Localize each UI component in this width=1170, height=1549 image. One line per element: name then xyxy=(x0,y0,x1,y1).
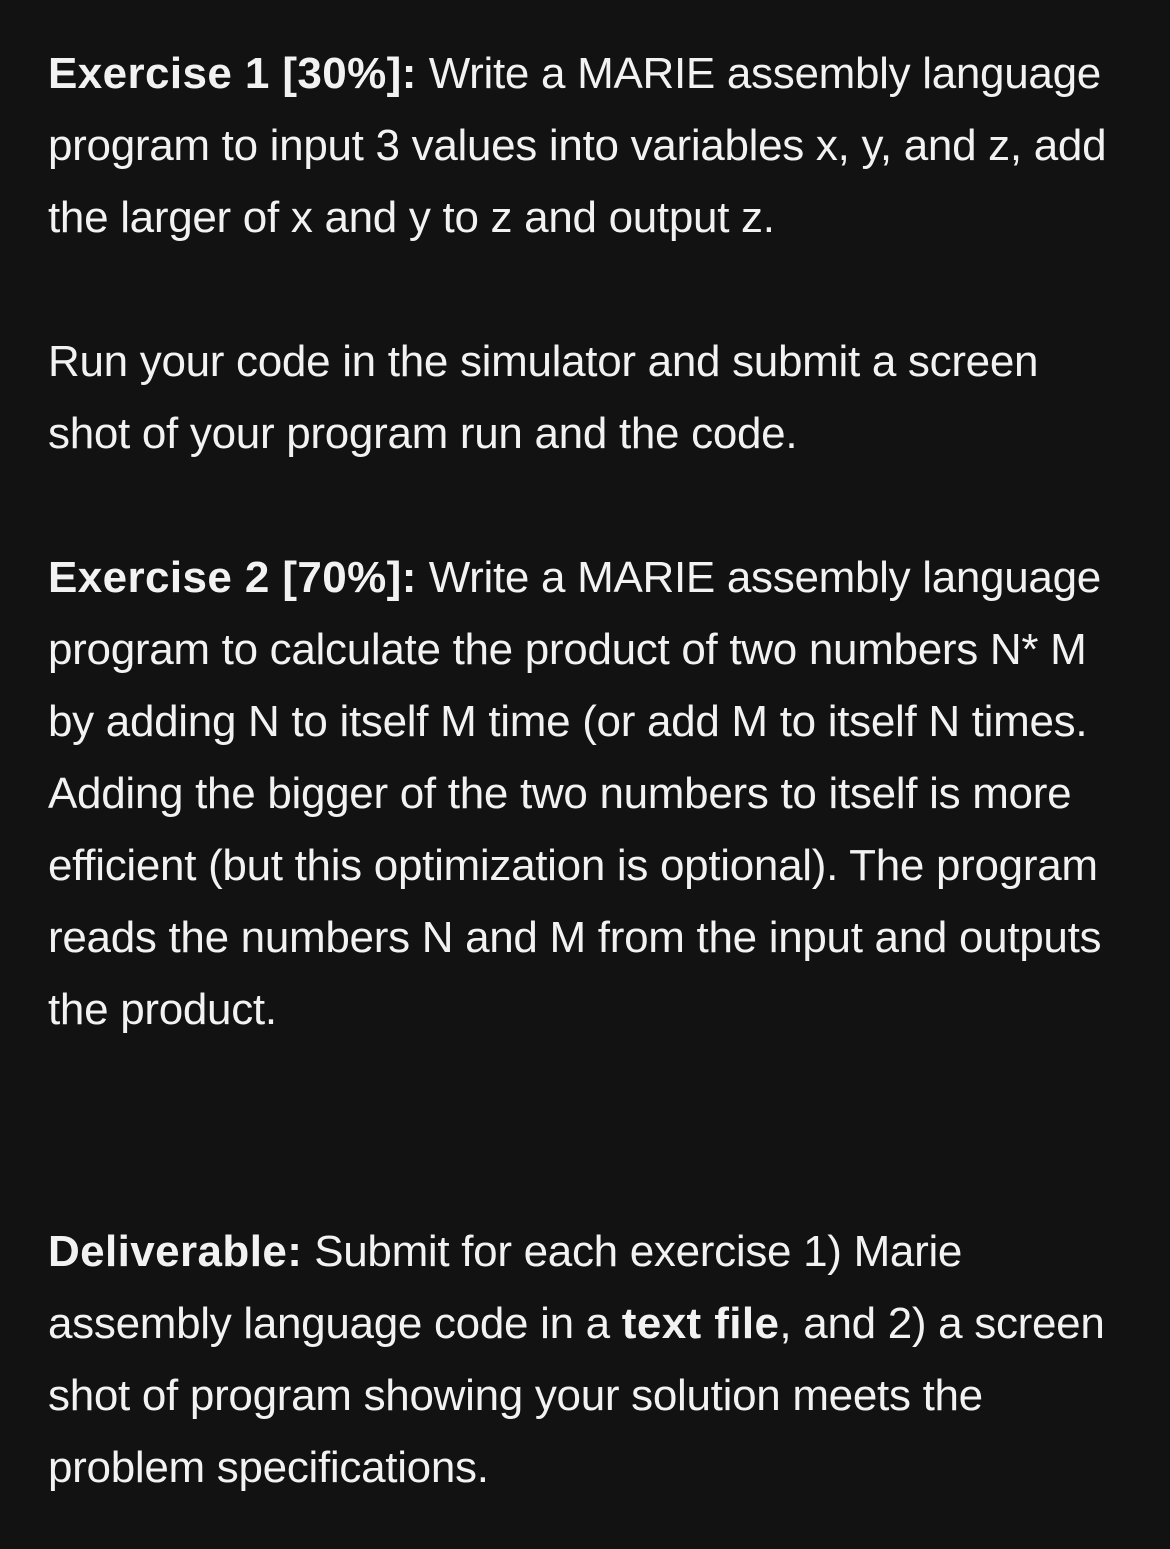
exercise-1-paragraph xyxy=(48,38,1122,254)
deliverable-text-after: , and 2) a screen shot of program showing your solution meets the problem specifications. xyxy=(48,1299,1105,1492)
exercise-1-heading: Exercise 1 [30%]: xyxy=(48,49,417,98)
run-instructions-paragraph: Run your code in the simulator and submit a screen shot of your program run and the code. xyxy=(48,337,1039,458)
deliverable-paragraph xyxy=(48,1216,1122,1504)
exercise-2-paragraph xyxy=(48,542,1122,1046)
deliverable-emphasis: text file xyxy=(621,1299,780,1348)
deliverable-text-before: Submit for each exercise 1) Marie assembly language code in a xyxy=(48,1227,963,1348)
exercise-1-text: Write a MARIE assembly language program to input 3 values into variables x, y, and z, add the larger of x and y to z and output z. xyxy=(48,49,1107,242)
exercise-2-heading: Exercise 2 [70%]: xyxy=(48,553,417,602)
exercise-2-text: Write a MARIE assembly language program to calculate the product of two numbers N* M by adding N to itself M time (or add M to itself N times. Adding the bigger of the two numbers to itself is more efficient (but this optimization is optional). The program reads the numbers N and M from the input and outputs the product. xyxy=(48,553,1102,1034)
deliverable-heading: Deliverable: xyxy=(48,1227,303,1276)
